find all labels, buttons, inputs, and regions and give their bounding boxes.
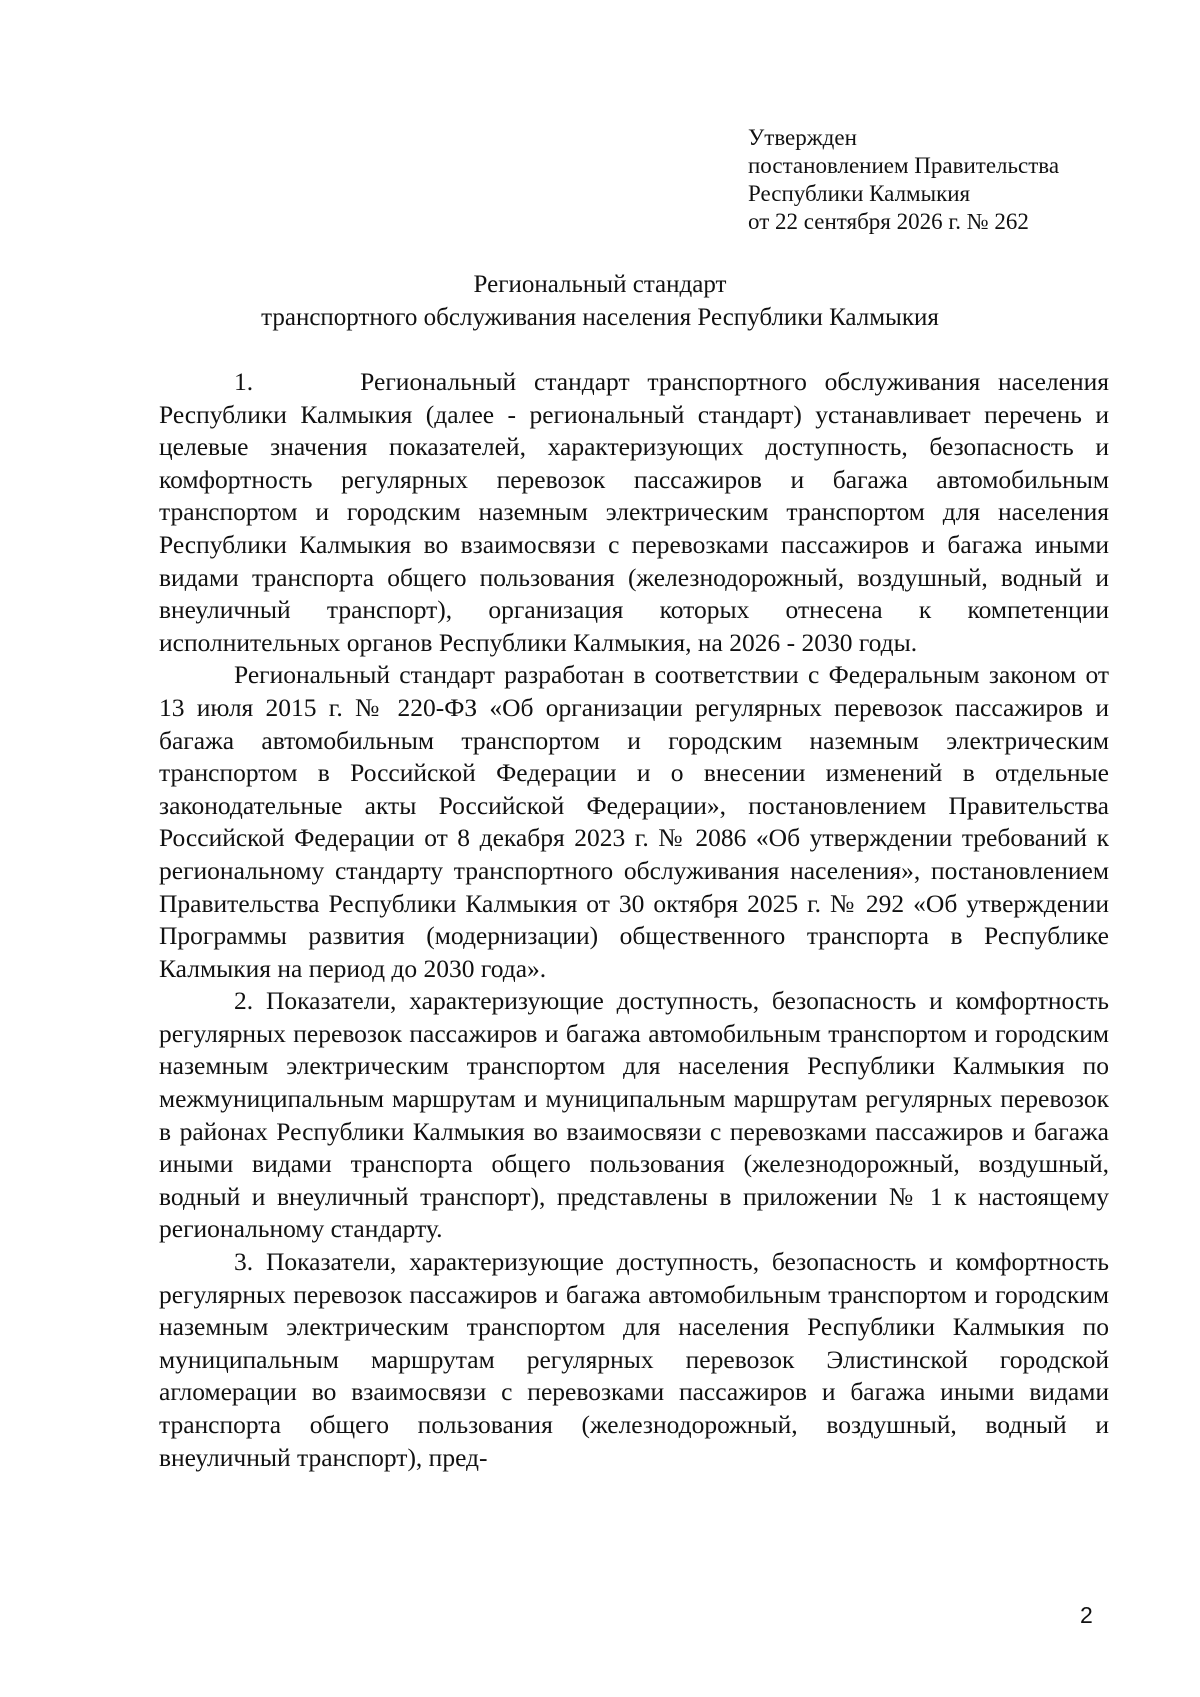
paragraph-4: 3. Показатели, характеризующие доступность, безопасность и комфортность регулярных перевозок пассажиров и багажа автомобильным транспортом и городским наземным электрическим транспортом для населения Республики Калмыкия по муниципальным маршрутам регулярных перевозок Элистинской городской агломерации во взаимосвязи с перевозками пассажиров и багажа иными видами транспорта общего пользования (железнодорожный, воздушный, водный и внеуличный транспорт), пред- (159, 1247, 1109, 1472)
document-title (150, 268, 1050, 334)
approval-line: от 22 сентября 2026 г. № 262 (748, 209, 1029, 234)
document-body (159, 366, 1109, 1474)
approval-line: постановлением Правительства (748, 153, 1060, 178)
approval-block (748, 124, 1128, 236)
title-line: транспортного обслуживания населения Республики Калмыкия (261, 304, 939, 331)
page-number: 2 (1080, 1602, 1093, 1628)
paragraph-3: 2. Показатели, характеризующие доступность, безопасность и комфортность регулярных перевозок пассажиров и багажа автомобильным транспортом и городским наземным электрическим транспортом для населения Республики Калмыкия по межмуниципальным маршрутам и муниципальным маршрутам регулярных перевозок в районах Республики Калмыкия во взаимосвязи с перевозками пассажиров и багажа иными видами транспорта общего пользования (железнодорожный, воздушный, водный и внеуличный транспорт), представлены в приложении № 1 к настоящему региональному стандарту. (159, 986, 1109, 1244)
paragraph-2: Региональный стандарт разработан в соответствии с Федеральным законом от 13 июля 2015 г. № 220-ФЗ «Об организации регулярных перевозок пассажиров и багажа автомобильным транспортом и городским наземным электрическим транспортом в Российской Федерации и о внесении изменений в отдельные законодательные акты Российской Федерации», постановлением Правительства Российской Федерации от 8 декабря 2023 г. № 2086 «Об утверждении требований к региональному стандарту транспортного обслуживания населения», постановлением Правительства Республики Калмыкия от 30 октября 2025 г. № 292 «Об утверждении Программы развития (модернизации) общественного транспорта в Республике Калмыкия на период до 2030 года». (159, 660, 1109, 983)
approval-line: Утвержден (748, 125, 857, 150)
title-line: Региональный стандарт (473, 271, 727, 298)
paragraph-1: 1. Региональный стандарт транспортного обслуживания населения Республики Калмыкия (далее - региональный стандарт) устанавливает перечень и целевые значения показателей, характеризующих доступность, безопасность и комфортность регулярных перевозок пассажиров и багажа автомобильным транспортом и городским наземным электрическим транспортом для населения Республики Калмыкия во взаимосвязи с перевозками пассажиров и багажа иными видами транспорта общего пользования (железнодорожный, воздушный, водный и внеуличный транспорт), организация которых отнесена к компетенции исполнительных органов Республики Калмыкия, на 2026 - 2030 годы. (159, 367, 1109, 657)
approval-line: Республики Калмыкия (748, 181, 971, 206)
